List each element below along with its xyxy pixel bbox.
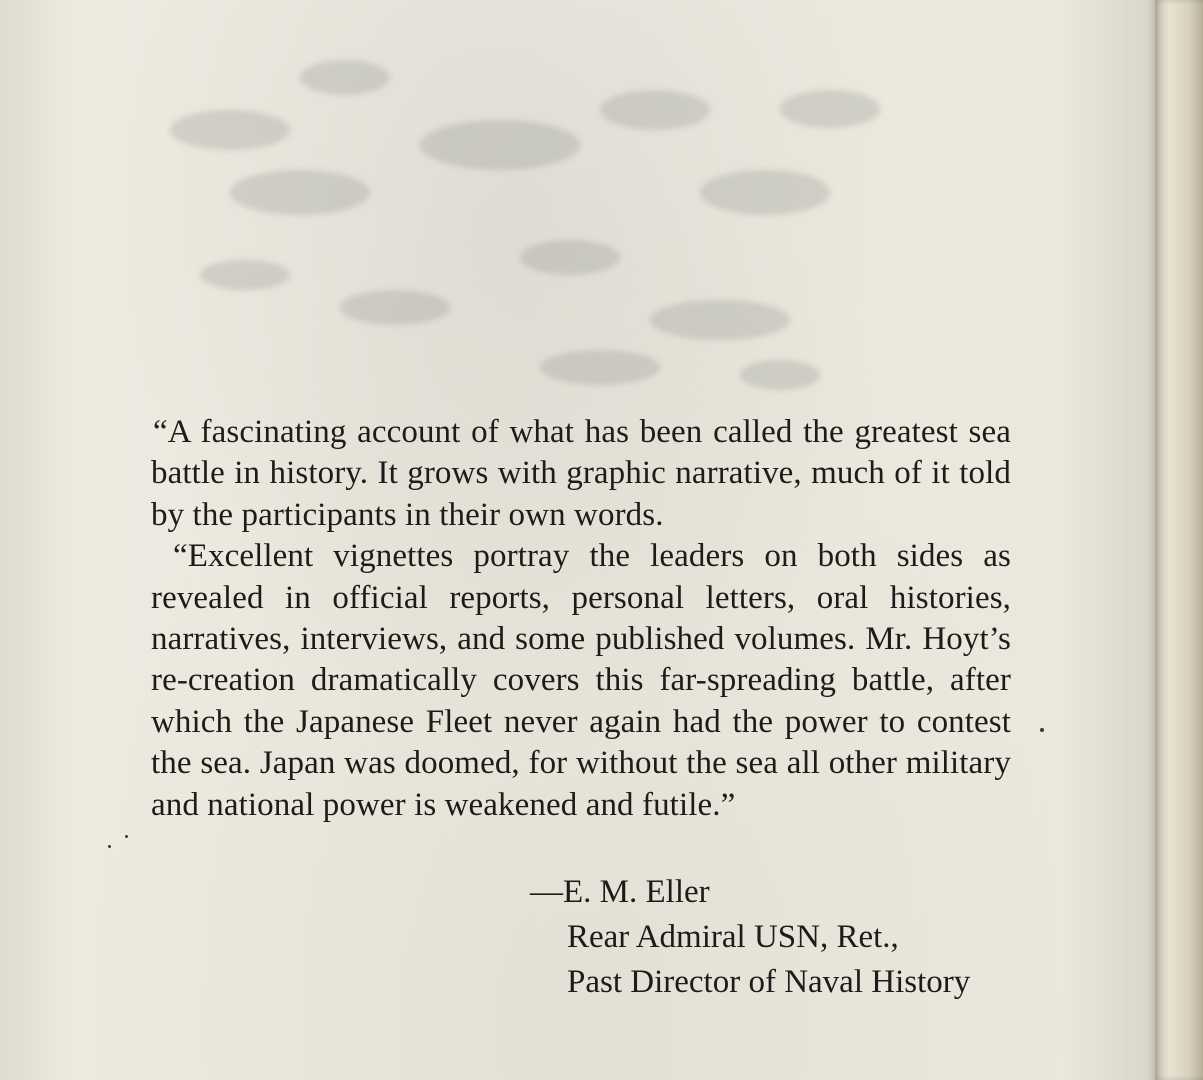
speck-mark (1040, 728, 1044, 732)
stain-mark (340, 290, 450, 325)
stain-mark (650, 300, 790, 340)
book-spine (1155, 0, 1203, 1080)
stain-mark (600, 90, 710, 130)
stain-mark (200, 260, 290, 290)
quote-paragraph-2: “Excellent vignettes portray the leaders on both sides as revealed in official reports, personal letters, oral histories, narratives, interviews, and some published volumes. Mr. Hoyt’s re-creation dramatically covers this far-spreading battle, after which the Japanese Fleet never again had the power to contest the sea. Japan was doomed, for without the sea all other military and national power is weakened and futile.” (151, 538, 1011, 823)
stain-mark (740, 360, 820, 390)
speck-mark (108, 845, 111, 848)
stain-mark (520, 240, 620, 275)
attribution-rank: Rear Admiral USN, Ret., (567, 919, 899, 955)
stain-mark (420, 120, 580, 170)
quote-paragraph-1: “A fascinating account of what has been called the greatest sea battle in history. It grows with graphic narrative, much of it told by the participants in their own words. (151, 414, 1011, 533)
stain-mark (540, 350, 660, 385)
stain-mark (780, 90, 880, 128)
review-quote (151, 412, 1011, 826)
attribution-position: Past Director of Naval History (567, 964, 971, 1000)
attribution-name: —E. M. Eller (530, 874, 710, 910)
stain-mark (700, 170, 830, 215)
stain-mark (230, 170, 370, 215)
stain-mark (300, 60, 390, 95)
speck-mark (125, 835, 128, 838)
quote-attribution (530, 870, 970, 1005)
stain-mark (170, 110, 290, 150)
